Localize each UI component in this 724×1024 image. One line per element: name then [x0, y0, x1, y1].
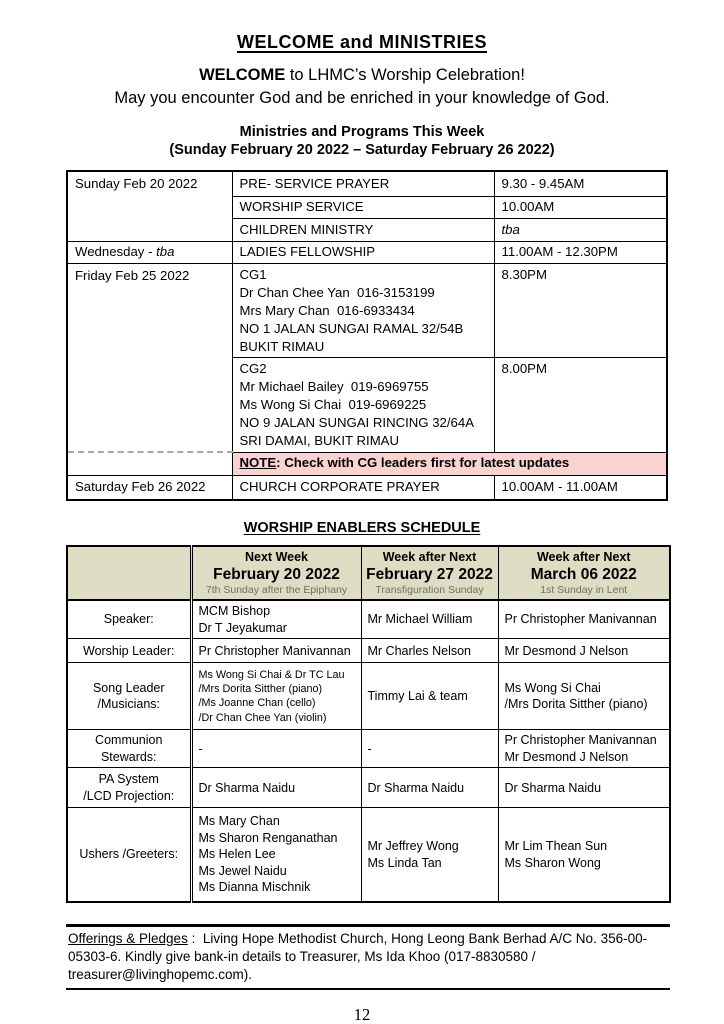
text-line: Dr Sharma Naidu [367, 780, 465, 795]
text-line: Ms Wong Si Chai [504, 680, 601, 695]
text-line: Ms Dianna Mischnik [198, 880, 311, 895]
empty-day-cell [67, 452, 232, 475]
row-label [67, 730, 191, 768]
text-line: Dr Sharma Naidu [504, 780, 602, 795]
text-line: Song Leader [92, 680, 165, 695]
program-cell: LADIES FELLOWSHIP [232, 241, 494, 263]
text-line: /Mrs Dorita Sitther (piano) [198, 683, 323, 696]
text-line: Ms Sharon Wong [504, 855, 601, 870]
text-line: /Mrs Dorita Sitther (piano) [504, 697, 648, 712]
text-line: Worship Leader: [83, 643, 175, 658]
note-label: NOTE [239, 455, 277, 471]
cg2-cell [232, 358, 494, 452]
row-label [67, 808, 191, 902]
welcome-paragraph [0, 64, 724, 110]
schedule-cell [498, 600, 670, 639]
schedule-row-pa-system [67, 768, 670, 808]
text-line: Mr Lim Thean Sun [504, 839, 608, 854]
schedule-cell [498, 730, 670, 768]
text-line: Pr Christopher Manivannan [504, 612, 657, 627]
schedule-heading-text: WORSHIP ENABLERS SCHEDULE [243, 520, 481, 536]
schedule-row-ushers [67, 808, 670, 902]
text-line: Pr Christopher Manivannan [198, 643, 351, 658]
header-week-label: Next Week [245, 550, 308, 564]
offerings-text: : Living Hope Methodist Church, Hong Leong Bank Berhad A/C No. 356-00-05303-6. Kindly give bank-in details to Treasurer, Ms Ida Khoo (017-8830580 / treasurer@livinghopemc.com). [68, 930, 648, 982]
text-line: Communion [95, 733, 163, 748]
day-cell-sunday: Sunday Feb 20 2022 [67, 171, 232, 241]
offerings-label: Offerings & Pledges [68, 930, 188, 946]
table-row [67, 263, 667, 357]
schedule-cell [361, 808, 498, 902]
schedule-cell [498, 639, 670, 663]
row-label [67, 663, 191, 730]
text-line: Dr Sharma Naidu [198, 780, 296, 795]
time-cell: 11.00AM - 12.30PM [494, 241, 667, 263]
time-cell: tba [494, 218, 667, 241]
schedule-cell [361, 600, 498, 639]
page-title [0, 0, 724, 53]
week-program-heading-line1: Ministries and Programs This Week [239, 123, 485, 140]
note-text: : Check with CG leaders first for latest updates [276, 455, 570, 471]
schedule-cell [498, 663, 670, 730]
text-line: /Musicians: [97, 697, 161, 712]
schedule-cell [191, 730, 361, 768]
text-line: Mr Desmond J Nelson [504, 643, 629, 658]
text-line: Ms Wong Si Chai 019-6969225 [239, 397, 427, 413]
text-line: Mr Michael Bailey 019-6969755 [239, 379, 429, 395]
text-line: PA System [98, 772, 159, 787]
row-label [67, 639, 191, 663]
text-line: NO 1 JALAN SUNGAI RAMAL 32/54B [239, 320, 464, 336]
schedule-cell [361, 639, 498, 663]
schedule-cell [191, 600, 361, 639]
table-row [67, 452, 667, 475]
schedule-cell [191, 639, 361, 663]
text-line: Mrs Mary Chan 016-6933434 [239, 302, 415, 318]
schedule-cell [498, 768, 670, 808]
text-line: CG2 [239, 361, 267, 377]
text-line: Mr Charles Nelson [367, 643, 472, 658]
text-line: Ms Helen Lee [198, 847, 276, 862]
week-program-heading [0, 123, 724, 161]
text-line: NO 9 JALAN SUNGAI RINCING 32/64A [239, 415, 475, 431]
day-cell-wednesday [67, 241, 232, 263]
header-occasion: Transfiguration Sunday [375, 584, 484, 597]
text-line: Mr Michael William [367, 612, 473, 627]
row-label [67, 768, 191, 808]
text-line: SRI DAMAI, BUKIT RIMAU [239, 433, 399, 449]
text-line: Mr Jeffrey Wong [367, 839, 459, 854]
text-line: Mr Desmond J Nelson [504, 749, 629, 764]
row-label [67, 600, 191, 639]
schedule-row-song-leader [67, 663, 670, 730]
schedule-cell [498, 808, 670, 902]
time-cell: 10.00AM - 11.00AM [494, 475, 667, 500]
text-line: /Ms Joanne Chan (cello) [198, 697, 316, 710]
text-line: CG1 [239, 266, 267, 282]
text-line: Speaker: [103, 612, 154, 627]
day-cell-saturday: Saturday Feb 26 2022 [67, 475, 232, 500]
program-cell: CHILDREN MINISTRY [232, 218, 494, 241]
cg1-cell [232, 263, 494, 357]
text-line: Timmy Lai & team [367, 689, 468, 704]
welcome-line2: May you encounter God and be enriched in your knowledge of God. [114, 88, 610, 107]
schedule-row-worship-leader [67, 639, 670, 663]
text-line: BUKIT RIMAU [239, 339, 325, 355]
text-line: - [198, 741, 203, 756]
wednesday-tba: tba [156, 244, 175, 260]
schedule-heading [0, 520, 724, 536]
header-week-label: Week after Next [382, 550, 477, 564]
text-line: /Dr Chan Chee Yan (violin) [198, 711, 327, 724]
text-line: Dr Chan Chee Yan 016-3153199 [239, 284, 435, 300]
schedule-header-week-after-next [498, 546, 670, 600]
schedule-cell [361, 663, 498, 730]
text-line: Dr T Jeyakumar [198, 620, 287, 635]
text-line: - [367, 741, 372, 756]
note-cell [232, 452, 667, 475]
wednesday-label: Wednesday - [75, 244, 157, 260]
schedule-cell [191, 768, 361, 808]
program-cell: PRE- SERVICE PRAYER [232, 171, 494, 196]
table-row [67, 475, 667, 500]
table-row [67, 241, 667, 263]
table-row [67, 171, 667, 196]
text-line: Ms Wong Si Chai & Dr TC Lau [198, 668, 345, 681]
schedule-cell [191, 808, 361, 902]
text-line: MCM Bishop [198, 604, 271, 619]
program-cell: WORSHIP SERVICE [232, 196, 494, 218]
text-line: Ms Linda Tan [367, 855, 442, 870]
schedule-row-speaker [67, 600, 670, 639]
page-title-text: WELCOME and MINISTRIES [236, 32, 487, 52]
schedule-header-week-after [361, 546, 498, 600]
schedule-header-empty [67, 546, 191, 600]
schedule-header-row [67, 546, 670, 600]
schedule-cell [361, 730, 498, 768]
text-line: Ms Jewel Naidu [198, 863, 287, 878]
schedule-cell [191, 663, 361, 730]
time-cell: 8.00PM [494, 358, 667, 452]
offerings-note [66, 924, 670, 990]
text-line: Ms Sharon Renganathan [198, 830, 338, 845]
page-number: 12 [353, 1005, 371, 1024]
text-line: /LCD Projection: [83, 788, 175, 803]
header-occasion: 1st Sunday in Lent [540, 584, 628, 597]
week-program-heading-line2: (Sunday February 20 2022 – Saturday February 26 2022) [169, 142, 555, 159]
time-cell: 8.30PM [494, 263, 667, 357]
text-line: Ushers /Greeters: [79, 847, 179, 862]
program-cell: CHURCH CORPORATE PRAYER [232, 475, 494, 500]
day-cell-friday: Friday Feb 25 2022 [67, 263, 232, 452]
header-date: February 27 2022 [366, 565, 493, 583]
text-line: Ms Mary Chan [198, 814, 280, 829]
schedule-cell [361, 768, 498, 808]
time-cell: 10.00AM [494, 196, 667, 218]
welcome-bold: WELCOME [199, 66, 286, 84]
header-week-label: Week after Next [536, 550, 631, 564]
time-cell: 9.30 - 9.45AM [494, 171, 667, 196]
text-line: Pr Christopher Manivannan [504, 733, 657, 748]
schedule-row-communion-stewards [67, 730, 670, 768]
ministries-table [66, 170, 668, 501]
header-date: February 20 2022 [213, 565, 340, 583]
header-occasion: 7th Sunday after the Epiphany [205, 584, 348, 597]
welcome-rest: to LHMC’s Worship Celebration! [285, 66, 525, 84]
worship-enablers-table [66, 545, 671, 903]
header-date: March 06 2022 [530, 565, 637, 583]
text-line: Stewards: [100, 749, 157, 764]
schedule-header-next-week [191, 546, 361, 600]
